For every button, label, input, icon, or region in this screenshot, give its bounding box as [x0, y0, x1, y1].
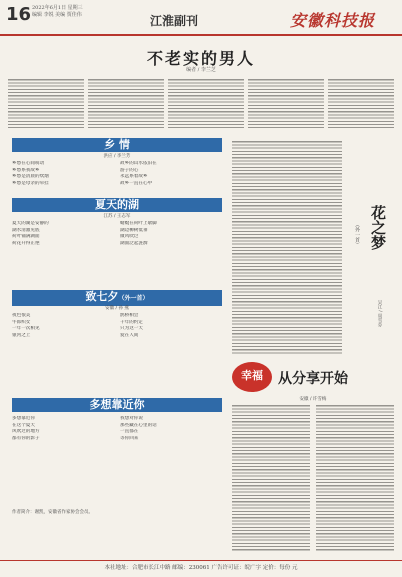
poem-line: 都有你的影子	[12, 435, 40, 441]
poem-line: 乡愁是母亲的牵挂	[12, 180, 49, 186]
poem-body	[12, 313, 112, 339]
poem-body	[12, 221, 112, 247]
feature-byline: 安徽 / 许雪梅	[299, 397, 327, 402]
poem-line: 我想对你说	[120, 416, 143, 421]
poem-body	[120, 161, 220, 187]
article-byline: 编者 / 李兰芝	[186, 67, 216, 73]
poem-line: 微风吹过	[120, 234, 139, 240]
poem-line: 鹊桥相会	[120, 313, 139, 318]
poem-line: 一年一次相见	[12, 326, 40, 332]
poem-body	[120, 313, 220, 339]
sidebar-subtitle: （外一首）	[354, 222, 360, 247]
emblem-text: 幸福	[241, 369, 263, 382]
poem-line: 荷花开得正艳	[12, 240, 40, 246]
poem-line: 一直都在	[120, 429, 139, 435]
poem-line: 牛郎织女	[12, 319, 31, 325]
poem-line: 乡愁是清晨的炊烟	[12, 174, 49, 180]
poem-line: 千年的约定	[120, 319, 143, 325]
article-column-3	[168, 78, 244, 128]
article-column-2	[88, 78, 164, 128]
poem-line: 在这个夏天	[12, 422, 35, 428]
poem-line: 风吹过的地方	[12, 429, 40, 435]
poem-line: 乡愁系我故乡	[12, 167, 40, 173]
poem-line: 故乡一直在心中	[120, 180, 153, 186]
feature-column-1	[232, 404, 310, 552]
happiness-emblem	[232, 362, 272, 392]
poem-line: 夜色很美	[12, 313, 31, 318]
page-footer: 本社地址：合肥市长江中路 邮编：230061 广告许可证：皖广字 定价：每份 元	[0, 560, 402, 577]
poem-line: 湖面泛起涟漪	[120, 240, 148, 246]
poem-line: 湖边柳树低垂	[120, 227, 148, 233]
article-column-1	[8, 78, 84, 128]
date-text: 2022年6月1日 星期三	[32, 5, 83, 11]
sidebar-author: 吴江 / 周雪芬	[377, 300, 382, 327]
article-column-5	[328, 78, 394, 128]
poem-line: 故乡的山水依旧在	[120, 161, 157, 166]
poem-body	[120, 221, 220, 247]
poem-line: 乡愁在心间萌动	[12, 161, 45, 166]
poem-title-text: 致七夕	[85, 290, 119, 303]
newspaper-masthead: 安徽科技报	[290, 11, 376, 30]
poem-line: 只为这一天	[120, 326, 143, 332]
sidebar-poem-text	[232, 140, 342, 355]
poem-body	[120, 416, 220, 442]
poem-line: 银河之上	[12, 332, 31, 338]
poem-line: 那些藏在心里的话	[120, 422, 157, 428]
poem-body	[12, 161, 112, 187]
poem-line: 荷叶铺满湖面	[12, 234, 40, 240]
poem-author: 洪应 / 李兰芳	[103, 154, 131, 159]
poem-line: 夏天的湖是安静的	[12, 221, 49, 226]
feature-title: 从分享开始	[278, 371, 348, 387]
poem-subtitle: （外一首）	[118, 295, 149, 302]
page-number: 16	[6, 4, 32, 25]
poem-line: 爱在人间	[120, 332, 139, 338]
poem-line: 蜻蜓在荷叶上歇脚	[120, 221, 157, 226]
editor-credit: 编辑 李锐 美编 贾佳伟	[32, 12, 82, 18]
poem-author: 安徽 / 孙 燕	[105, 306, 129, 311]
section-title: 江淮副刊	[150, 14, 199, 28]
article-column-4	[248, 78, 324, 128]
author-note: 作者简介：谢凯，安徽省作家协会会员。	[12, 510, 93, 515]
sidebar-title: 花之梦	[369, 205, 387, 250]
feature-column-2	[316, 404, 394, 552]
article-title: 不老实的男人	[146, 49, 255, 68]
poem-line: 多想靠近你	[12, 416, 35, 421]
poem-line: 等你回来	[120, 435, 139, 441]
poem-title-qixi	[12, 290, 222, 306]
poem-line: 湖水清澈见底	[12, 227, 40, 233]
poem-title-xiatian: 夏天的湖	[12, 198, 222, 212]
poem-line: 永远系着故乡	[120, 174, 148, 180]
date-line	[32, 5, 83, 19]
poem-title-duoqing: 多想靠近你	[12, 398, 222, 412]
poem-line: 游子的心	[120, 167, 139, 173]
poem-title-xiangqing: 乡 情	[12, 138, 222, 152]
poem-body	[12, 416, 112, 442]
poem-author: 江苏 / 王志军	[103, 214, 131, 219]
